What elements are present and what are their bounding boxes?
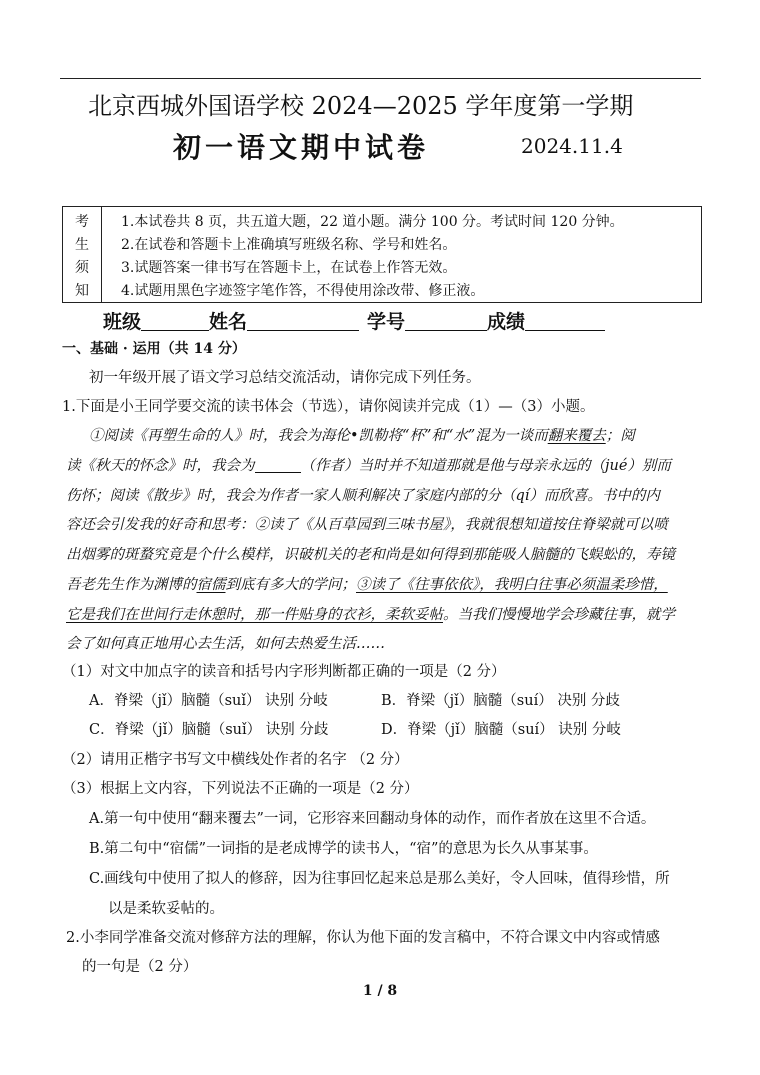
notice-label-char: 生 bbox=[75, 237, 89, 253]
notice-items bbox=[121, 211, 624, 303]
author-blank bbox=[255, 458, 301, 473]
notice-item: 3.试题答案一律书写在答题卡上，在试卷上作答无效。 bbox=[121, 260, 457, 276]
q1-sub3-option-a[interactable]: A.第一句中使用“翻来覆去”一词，它形容来回翻动身体的动作，而作者放在这里不合适。 bbox=[89, 811, 656, 827]
notice-item: 1.本试卷共 8 页，共五道大题，22 道小题。满分 100 分。考试时间 120 分钟。 bbox=[121, 214, 624, 230]
section-heading: 一、基础 · 运用（共 14 分） bbox=[62, 341, 246, 357]
q1-sub1-option-d[interactable]: D．脊梁（jǐ）脑髓（suí） 诀别 分岐 bbox=[381, 722, 621, 738]
q2-stem-cont: 的一句是（2 分） bbox=[82, 959, 198, 975]
notice-item: 2.在试卷和答题卡上准确填写班级名称、学号和姓名。 bbox=[121, 237, 457, 253]
notice-label-char: 知 bbox=[75, 283, 89, 299]
student-info-fields bbox=[103, 307, 605, 334]
passage-line: 出烟雾的斑蝥究竟是个什么模样，识破机关的老和尚是如何得到那能吸人脑髓的飞蜈蚣的，寿镜 bbox=[66, 547, 675, 563]
notice-label-char: 须 bbox=[75, 260, 89, 276]
underlined-sentence: ③读了《往事依依》，我明白往事必须温柔珍惜， bbox=[356, 577, 668, 593]
notice-box bbox=[62, 206, 702, 303]
q1-sub3-option-b[interactable]: B.第二句中“宿儒”一词指的是老成博学的读书人，“宿”的意思为长久从事某事。 bbox=[89, 841, 598, 857]
underlined-phrase: 宿儒 bbox=[196, 577, 226, 593]
number-label: 学号 bbox=[367, 311, 406, 333]
name-label: 姓名 bbox=[209, 311, 248, 333]
underlined-sentence: 它是我们在世间行走休憩时，那一件贴身的衣衫，柔软妥帖 bbox=[66, 607, 443, 623]
passage-line: 它是我们在世间行走休憩时，那一件贴身的衣衫，柔软妥帖。当我们慢慢地学会珍藏往事，就学 bbox=[66, 607, 675, 623]
exam-title: 初一语文期中试卷 bbox=[173, 131, 430, 164]
number-blank[interactable] bbox=[405, 312, 487, 331]
q1-sub3-option-c-cont: 以是柔软妥帖的。 bbox=[108, 901, 224, 917]
school-heading: 北京西城外国语学校 2024—2025 学年度第一学期 bbox=[88, 92, 634, 120]
q1-sub1-option-b[interactable]: B．脊梁（jǐ）脑髓（suí） 决别 分歧 bbox=[381, 693, 620, 709]
passage-line: 吾老先生作为渊博的宿儒到底有多大的学问；③读了《往事依依》，我明白往事必须温柔珍惜， bbox=[66, 577, 668, 593]
passage-line: 伤怀；阅读《散步》时，我会为作者一家人顺利解决了家庭内部的分（qí）而欣喜。书中的内 bbox=[66, 488, 660, 504]
page-number: 1 / 8 bbox=[362, 983, 398, 999]
q1-sub1-option-a[interactable]: A．脊梁（jǐ）脑髓（suǐ） 诀别 分岐 bbox=[89, 693, 328, 709]
q1-sub2-stem: （2）请用正楷字书写文中横线处作者的名字 （2 分） bbox=[62, 752, 409, 768]
score-label: 成绩 bbox=[487, 311, 526, 333]
class-blank[interactable] bbox=[141, 312, 209, 331]
class-label: 班级 bbox=[103, 311, 142, 333]
exam-date: 2024.11.4 bbox=[521, 134, 623, 158]
q1-sub3-option-c[interactable]: C.画线句中使用了拟人的修辞，因为往事回忆起来总是那么美好，令人回味，值得珍惜，所 bbox=[89, 871, 670, 887]
notice-label bbox=[63, 207, 102, 302]
passage-line: 会了如何真正地用心去生活，如何去热爱生活…… bbox=[66, 636, 385, 652]
top-rule bbox=[60, 78, 701, 79]
passage-line: ①阅读《再塑生命的人》时，我会为海伦•凯勒将“杯”和“水”混为一谈而翻来覆去；阅 bbox=[89, 428, 635, 444]
passage-line: 读《秋天的怀念》时，我会为 （作者）当时并不知道那就是他与母亲永远的（jué）别而 bbox=[66, 458, 671, 474]
q1-sub1-option-c[interactable]: C．脊梁（jǐ）脑髓（suǐ） 诀别 分歧 bbox=[89, 722, 329, 738]
q2-stem: 2.小李同学准备交流对修辞方法的理解，你认为他下面的发言稿中，不符合课文中内容或情感 bbox=[66, 930, 660, 946]
q1-sub1-stem: （1）对文中加点字的读音和括号内字形判断都正确的一项是（2 分） bbox=[62, 664, 506, 680]
score-blank[interactable] bbox=[525, 312, 605, 331]
intro-text: 初一年级开展了语文学习总结交流活动，请你完成下列任务。 bbox=[89, 370, 481, 386]
name-blank[interactable] bbox=[247, 312, 359, 331]
passage-line: 容还会引发我的好奇和思考：②读了《从百草园到三味书屋》，我就很想知道按住脊梁就可以喷 bbox=[66, 517, 668, 533]
notice-item: 4.试题用黑色字迹签字笔作答，不得使用涂改带、修正液。 bbox=[121, 283, 485, 299]
q1-stem: 1.下面是小王同学要交流的读书体会（节选），请你阅读并完成（1）—（3）小题。 bbox=[62, 399, 595, 415]
q1-sub3-stem: （3）根据上文内容，下列说法不正确的一项是（2 分） bbox=[62, 781, 419, 797]
underlined-phrase: 翻来覆去 bbox=[547, 428, 606, 444]
notice-label-char: 考 bbox=[75, 214, 89, 230]
